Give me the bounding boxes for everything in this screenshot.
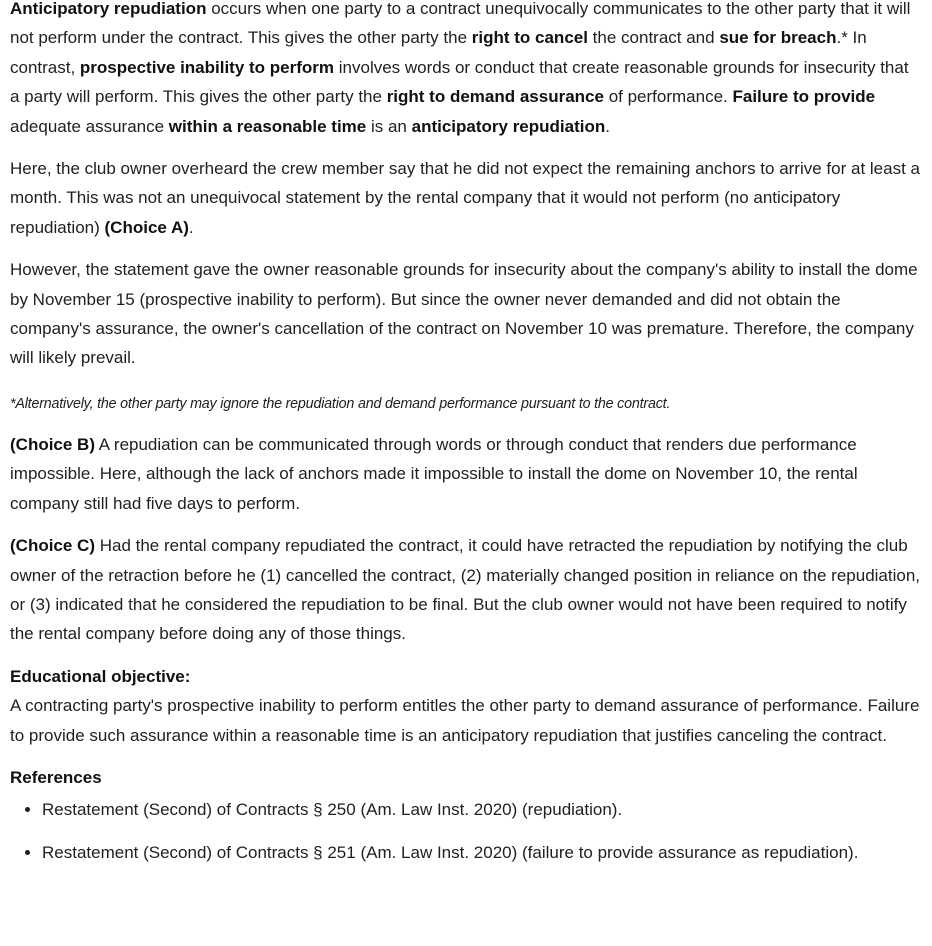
rule-paragraph [10, 0, 922, 141]
text-segment: involves words or conduct that create reasonable grounds for insecurity that a party will perform. This gives the other party the [10, 57, 909, 107]
text-segment: .* In contrast, [10, 28, 867, 77]
term-anticipatory-repudiation-2: anticipatory repudiation [411, 116, 606, 136]
term-prospective-inability: prospective inability to perform [79, 57, 335, 77]
reference-item: • Restatement (Second) of Contracts § 250 (Am. Law Inst. 2020) (repudiation). [42, 795, 922, 824]
educational-objective-heading: Educational objective: [10, 666, 191, 686]
text-segment: . [188, 217, 194, 237]
choice-b-label: (Choice B) [10, 434, 95, 454]
choice-b-paragraph [10, 430, 922, 518]
choice-a-label: (Choice A) [104, 217, 189, 237]
text-segment: Had the rental company repudiated the contract, it could have retracted the repudiation by notifying the club owner of the retraction before he (1) cancelled the contract, (2) materially changed position in reliance on the repudiation, or (3) indicated that he considered the repudiation to be final. But the club owner would not have been required to notify the rental company before doing any of those things. [10, 536, 921, 644]
choice-c-label: (Choice C) [10, 536, 95, 556]
choice-c-paragraph [10, 531, 922, 649]
term-anticipatory-repudiation: Anticipatory repudiation [10, 0, 207, 18]
text-segment: However, the statement gave the owner reasonable grounds for insecurity about the company's ability to install the dome by November 15 (prospective inability to perform). But since the owner never demanded and did not obtain the company's assurance, the owner's cancellation of the contract on November 10 was premature. Therefore, the company will likely prevail. [10, 260, 918, 368]
text-segment: adequate assurance [10, 116, 169, 136]
text-segment: is an [366, 116, 412, 136]
term-failure-to-provide: Failure to provide [732, 87, 876, 107]
conclusion-paragraph [10, 255, 922, 373]
text-segment: . [605, 116, 610, 136]
term-sue-for-breach: sue for breach [719, 28, 837, 48]
text-segment: Here, the club owner overheard the crew member say that he did not expect the remaining anchors to arrive for at least a month. This was not an unequivocal statement by the rental company that it would not perform (no anticipatory repudiation) [10, 159, 920, 237]
footnote: *Alternatively, the other party may ignore the repudiation and demand performance pursuant to the contract. [10, 395, 671, 412]
educational-objective-text: A contracting party's prospective inability to perform entitles the other party to demand assurance of performance. Failure to provide such assurance within a reasonable time is an anticipatory repudiation that justifies canceling the contract. [10, 696, 920, 745]
references-list [10, 795, 922, 867]
reference-item: • Restatement (Second) of Contracts § 251 (Am. Law Inst. 2020) (failure to provide assurance as repudiation). [42, 838, 922, 867]
term-right-to-demand-assurance: right to demand assurance [386, 87, 604, 107]
text-segment: A repudiation can be communicated through words or through conduct that renders due performance impossible. Here, although the lack of anchors made it impossible to install the dome on November 10, the rental company still had five days to perform. [10, 434, 858, 513]
text-segment: the contract and [587, 28, 720, 48]
term-right-to-cancel: right to cancel [471, 28, 588, 48]
text-segment: occurs when one party to a contract unequivocally communicates to the other party that it will not perform under the contract. This gives the other party the [10, 0, 911, 48]
references-heading: References [10, 767, 102, 787]
application-paragraph [10, 154, 922, 242]
term-reasonable-time: within a reasonable time [168, 116, 367, 136]
text-segment: of performance. [603, 87, 733, 107]
